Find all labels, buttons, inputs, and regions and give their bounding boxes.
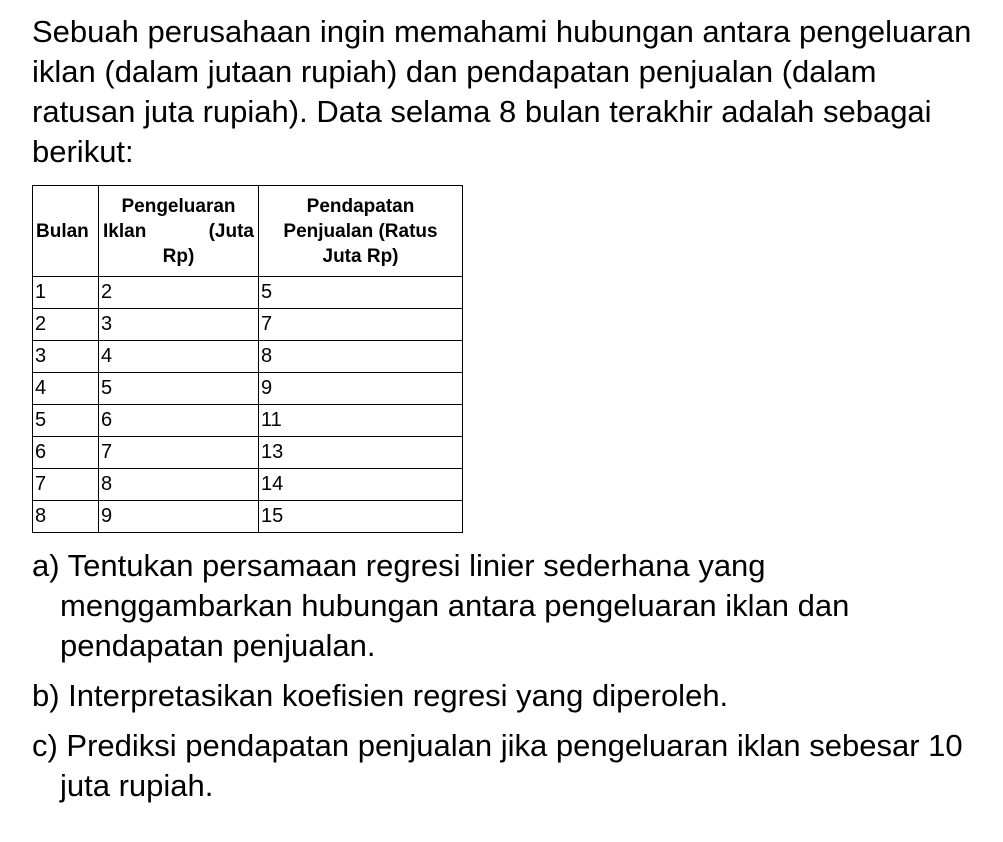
- cell-iklan: 2: [99, 277, 259, 309]
- table-row: [33, 373, 463, 405]
- cell-pendapatan: 15: [259, 501, 463, 533]
- header-pendapatan-line-2: Penjualan (Ratus: [283, 220, 438, 242]
- header-pendapatan-line-1: Pendapatan: [306, 195, 415, 217]
- cell-iklan: 6: [99, 405, 259, 437]
- header-pendapatan-line-3: Juta Rp): [322, 245, 399, 267]
- table-header-row: [33, 186, 463, 277]
- header-pengeluaran-iklan: [99, 186, 259, 277]
- header-iklan-line-1: Pengeluaran: [121, 195, 236, 217]
- problem-intro: Sebuah perusahaan ingin memahami hubungan antara pengeluaran iklan (dalam jutaan rupiah) dan pendapatan penjualan (dalam ratusan juta rupiah). Data selama 8 bulan terakhir adalah sebagai berikut:: [32, 14, 972, 169]
- table-row: [33, 437, 463, 469]
- cell-pendapatan: 13: [259, 437, 463, 469]
- table-row: [33, 501, 463, 533]
- header-iklan-line-3: Rp): [162, 245, 195, 267]
- cell-bulan: 8: [33, 501, 99, 533]
- document-page: [32, 12, 982, 816]
- table-row: [33, 309, 463, 341]
- data-table: [32, 185, 463, 533]
- cell-iklan: 8: [99, 469, 259, 501]
- cell-pendapatan: 11: [259, 405, 463, 437]
- cell-iklan: 5: [99, 373, 259, 405]
- table-row: [33, 341, 463, 373]
- header-pendapatan-penjualan: [259, 186, 463, 277]
- cell-bulan: 5: [33, 405, 99, 437]
- table-row: [33, 469, 463, 501]
- cell-pendapatan: 5: [259, 277, 463, 309]
- cell-pendapatan: 14: [259, 469, 463, 501]
- table-row: [33, 277, 463, 309]
- cell-bulan: 1: [33, 277, 99, 309]
- header-iklan-line-2: Iklan (Juta: [103, 220, 254, 242]
- cell-iklan: 7: [99, 437, 259, 469]
- cell-bulan: 3: [33, 341, 99, 373]
- cell-iklan: 4: [99, 341, 259, 373]
- cell-bulan: 2: [33, 309, 99, 341]
- cell-pendapatan: 9: [259, 373, 463, 405]
- question-a: a) Tentukan persamaan regresi linier sederhana yang menggambarkan hubungan antara pengeluaran iklan dan pendapatan penjualan.: [32, 548, 850, 663]
- cell-bulan: 7: [33, 469, 99, 501]
- question-list: [32, 546, 982, 806]
- cell-pendapatan: 8: [259, 341, 463, 373]
- question-b: b) Interpretasikan koefisien regresi yang diperoleh.: [32, 678, 729, 713]
- cell-bulan: 6: [33, 437, 99, 469]
- cell-pendapatan: 7: [259, 309, 463, 341]
- header-bulan: Bulan: [33, 186, 99, 277]
- table-row: [33, 405, 463, 437]
- cell-bulan: 4: [33, 373, 99, 405]
- cell-iklan: 3: [99, 309, 259, 341]
- question-c: c) Prediksi pendapatan penjualan jika pengeluaran iklan sebesar 10 juta rupiah.: [32, 728, 963, 803]
- cell-iklan: 9: [99, 501, 259, 533]
